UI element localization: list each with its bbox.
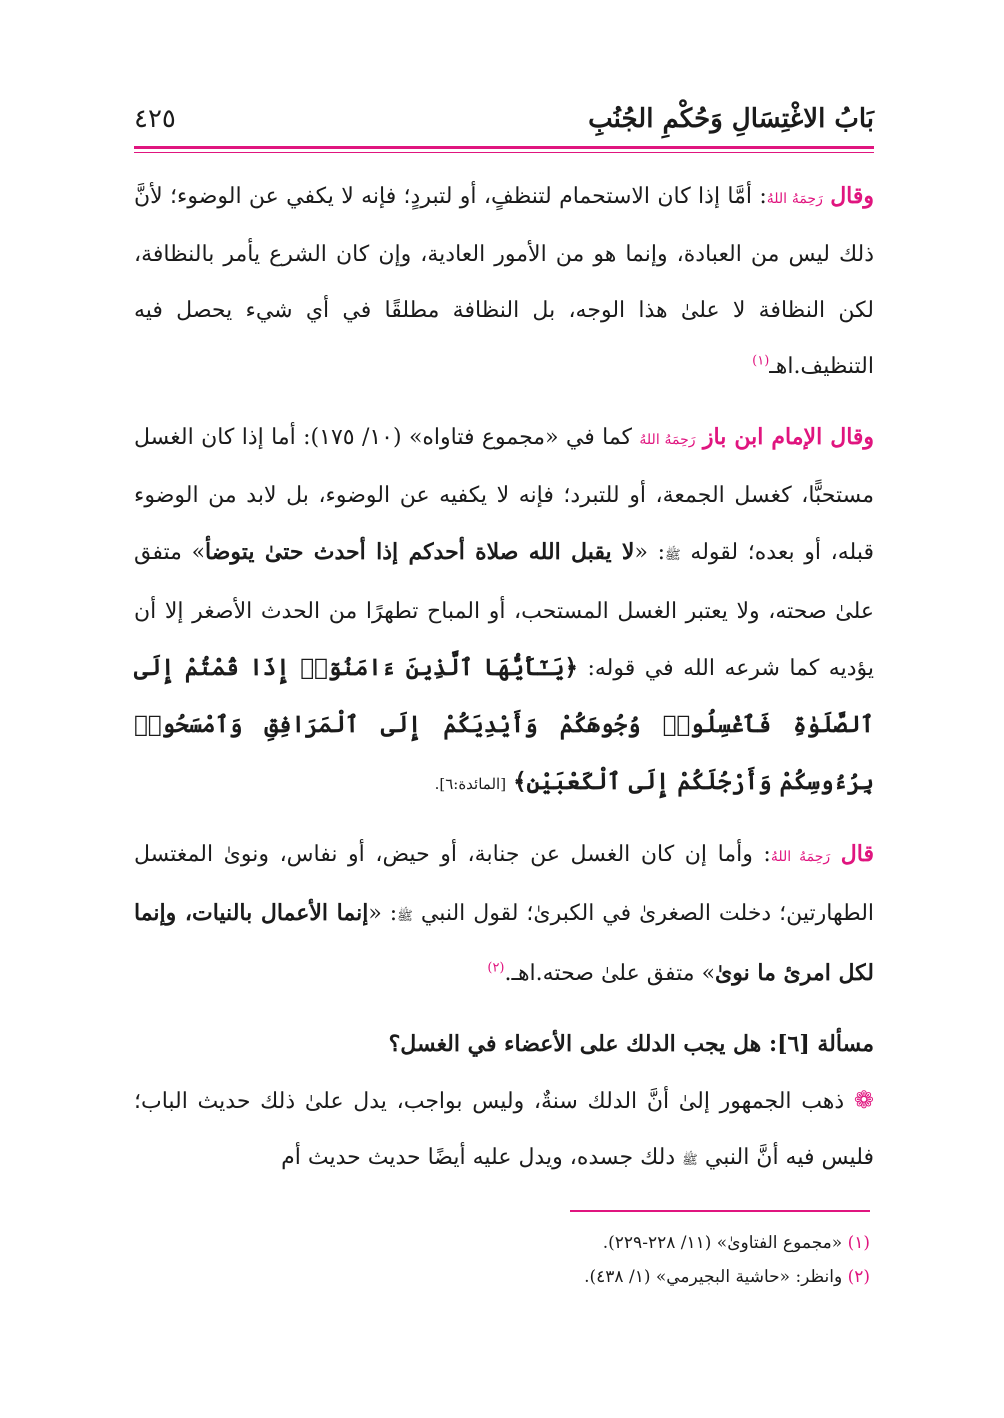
footnote-text: وانظر: «حاشية البجيرمي» (١/ ٤٣٨). [584,1267,843,1287]
header-rule-thin [134,152,874,153]
paragraph-text: دلك جسده، ويدل عليه أيضًا حديث حديث أم [281,1145,676,1170]
speaker-label: وقال الإمام ابن باز [702,424,875,450]
page-body [134,168,874,1189]
footnote-2 [130,1260,870,1294]
paragraph-text: : وأما إن كان الغسل عن جنابة، أو حيض، أو نفاس، ونوىٰ المغتسل الطهارتين؛ دخلت الصغرىٰ في الكبرىٰ؛ لقول النبي [134,842,875,926]
verse-reference: [المائدة:٦]. [434,775,507,793]
footnote-marker[interactable]: (٢) [487,960,505,976]
paragraph-text: : أمَّا إذا كان الاستحمام لتنظفٍ، أو لتبردٍ؛ فإنه لا يكفي عن الوضوء؛ لأنَّ ذلك ليس من العبادة، وإنما هو من الأمور العادية، وإن كان الشرع يأمر بالنظافة، لكن النظافة لا علىٰ هذا الوجه، بل النظافة مطلقًا في أي شيء يحصل فيه التنظيف.اهـ [134,184,874,379]
salawat-glyph: ﷺ [397,909,413,924]
paragraph-1 [134,168,874,395]
chapter-title: بَابُ الاغْتِسَالِ وَحُكْمِ الجُنُبِ [588,104,874,134]
honorific: رَحِمَهُ اللهُ [639,432,696,448]
hadith-text: لا يقبل الله صلاة أحدكم إذا أحدث حتىٰ يتوضأ [205,539,635,565]
honorific: رَحِمَهُ اللهُ [770,849,831,865]
footnote-marker[interactable]: (١) [752,353,770,369]
header-rule [134,146,874,149]
quote-open: : « [634,540,666,565]
source-text: كما في «مجموع فتاواه» (١٠/ ١٧٥): أما إذا كان الغسل مستحبًّا، كغسل الجمعة، أو للتبرد؛ فإنه لا يكفيه عن الوضوء، بل لابد من الوضوء قبله، أو بعده؛ لقوله [134,425,874,565]
question-label: مسألة [٦]: [768,1031,874,1057]
footnote-1 [130,1226,870,1260]
footnote-number: (١) [847,1233,870,1253]
paragraph-text: ذهب الجمهور إلىٰ أنَّ الدلك سنةٌ، وليس بواجب، يدل علىٰ ذلك حديث الباب؛ فليس فيه أنَّ النبي [134,1089,874,1170]
question-heading [134,1016,874,1072]
quran-verse: ﴿يَـٰٓأَيُّهَا ٱلَّذِينَ ءَامَنُوٓا۟ إِذَا قُمْتُمْ إِلَى ٱلصَّلَوٰةِ فَٱغْسِلُوا۟ وُجُوهَكُمْ وَأَيْدِيَكُمْ إِلَى ٱلْمَرَافِقِ وَٱمْسَحُوا۟ بِرُءُوسِكُمْ وَأَرْجُلَكُمْ إِلَى ٱلْكَعْبَيْنِ﴾ [134,654,874,795]
paragraph-text: » متفق علىٰ صحته، ولا يعتبر الغسل المستحب، أو المباح تطهرًا من الحدث الأصغر إلا أن يؤديه كما شرعه الله في قوله: [134,540,874,681]
footnote-number: (٢) [847,1267,870,1287]
salawat-glyph: ﷺ [665,548,681,563]
honorific: رَحِمَهُ اللهُ [766,191,823,207]
paragraph-4 [134,1072,874,1189]
question-text: هل يجب الدلك على الأعضاء في الغسل؟ [388,1031,762,1057]
hadith-text: إنما الأعمال بالنيات، وإنما لكل امرئ ما نوىٰ [134,900,874,986]
paragraph-text: » متفق علىٰ صحته.اهـ. [504,961,716,986]
speaker-label: وقال [830,183,875,209]
footnote-divider [570,1210,870,1212]
footnotes [130,1226,870,1294]
speaker-label: قال [840,841,875,867]
flower-icon: ❁ [853,1086,874,1114]
paragraph-2 [134,409,874,812]
paragraph-3 [134,826,874,1002]
quote-open: : « [368,901,398,926]
salawat-glyph: ﷺ [682,1153,698,1168]
footnote-text: «مجموع الفتاوىٰ» (١١/ ٢٢٨-٢٢٩). [602,1233,843,1253]
page-number: ٤٢٥ [134,104,176,134]
page-header [134,96,874,156]
